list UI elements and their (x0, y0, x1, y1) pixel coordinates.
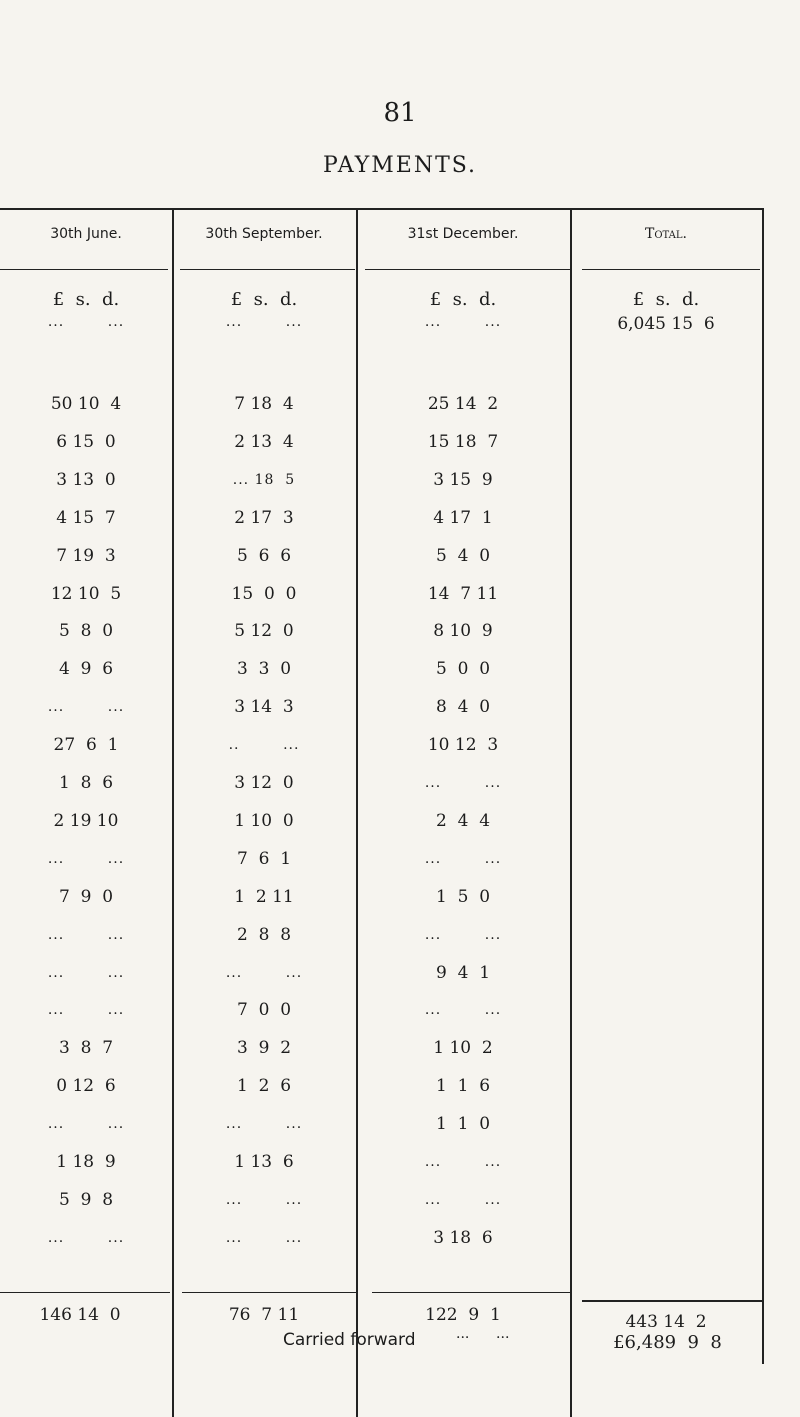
row-7-december: 8 10 9 (433, 621, 493, 641)
row-12-september: 1 10 0 (234, 811, 294, 831)
carried-forward-amount: £6,489 9 8 (613, 1332, 722, 1353)
subtotal-rule (0, 1292, 170, 1293)
row-9-june: ... ... (47, 699, 125, 715)
row-8-december: 5 0 0 (435, 659, 491, 679)
row-3-september: ... 18 5 (232, 472, 296, 488)
row-14-december: 1 5 0 (435, 887, 491, 907)
column-header-june: 30th June. (50, 226, 122, 242)
first-line-december: ... ... (424, 314, 502, 330)
row-11-december: ... ... (424, 775, 502, 791)
row-17-september: 7 0 0 (236, 1000, 292, 1020)
row-16-december: 9 4 1 (435, 963, 491, 983)
subtotal-rule (582, 1300, 762, 1302)
row-10-december: 10 12 3 (427, 735, 499, 755)
header-rule (180, 269, 355, 270)
row-20-december: 1 1 0 (435, 1114, 491, 1134)
row-4-september: 2 17 3 (234, 508, 294, 528)
row-16-september: ... ... (225, 965, 303, 981)
column-divider (762, 208, 764, 1364)
row-10-june: 27 6 1 (53, 735, 119, 755)
subtotal-rule (182, 1292, 356, 1293)
row-9-september: 3 14 3 (234, 697, 294, 717)
column-header-december: 31st December. (407, 226, 519, 242)
carried-forward-label: Carried forward (283, 1330, 416, 1350)
header-rule (582, 269, 760, 270)
row-14-june: 7 9 0 (58, 887, 114, 907)
row-8-june: 4 9 6 (58, 659, 114, 679)
row-3-june: 3 13 0 (56, 470, 116, 490)
row-18-december: 1 10 2 (433, 1038, 493, 1058)
row-22-december: ... ... (424, 1192, 502, 1208)
page-number: 81 (383, 98, 417, 128)
row-5-december: 5 4 0 (435, 546, 491, 566)
row-7-june: 5 8 0 (58, 621, 114, 641)
row-5-september: 5 6 6 (236, 546, 292, 566)
row-2-september: 2 13 4 (234, 432, 294, 452)
row-23-december: 3 18 6 (433, 1228, 493, 1248)
row-11-june: 1 8 6 (58, 773, 114, 793)
row-7-september: 5 12 0 (234, 621, 294, 641)
row-9-december: 8 4 0 (435, 697, 491, 717)
first-line-total: 6,045 15 6 (617, 314, 715, 334)
row-22-september: ... ... (225, 1192, 303, 1208)
units-june: £ s. d. (52, 289, 120, 310)
row-21-june: 1 18 9 (56, 1152, 116, 1172)
units-december: £ s. d. (429, 289, 497, 310)
row-13-september: 7 6 1 (236, 849, 292, 869)
row-10-september: .. ... (228, 737, 300, 753)
row-17-june: ... ... (47, 1002, 125, 1018)
row-2-june: 6 15 0 (56, 432, 116, 452)
row-15-september: 2 8 8 (236, 925, 292, 945)
row-1-june: 50 10 4 (50, 394, 122, 414)
row-16-june: ... ... (47, 965, 125, 981)
row-20-september: ... ... (225, 1116, 303, 1132)
units-total: £ s. d. (632, 289, 700, 310)
row-3-december: 3 15 9 (433, 470, 493, 490)
row-4-june: 4 15 7 (56, 508, 116, 528)
row-6-december: 14 7 11 (427, 584, 499, 604)
row-15-december: ... ... (424, 927, 502, 943)
row-17-december: ... ... (424, 1002, 502, 1018)
carried-forward-leader: ... ... (456, 1326, 510, 1342)
subtotal-rule (372, 1292, 570, 1293)
row-1-december: 25 14 2 (427, 394, 499, 414)
column-header-september: 30th September. (205, 226, 323, 242)
row-21-september: 1 13 6 (234, 1152, 294, 1172)
units-september: £ s. d. (230, 289, 298, 310)
row-20-june: ... ... (47, 1116, 125, 1132)
row-6-september: 15 0 0 (231, 584, 297, 604)
row-23-june: ... ... (47, 1230, 125, 1246)
row-23-september: ... ... (225, 1230, 303, 1246)
row-6-june: 12 10 5 (50, 584, 122, 604)
total-total: 443 14 2 (625, 1312, 707, 1332)
total-december: 122 9 1 (425, 1305, 501, 1325)
row-12-december: 2 4 4 (435, 811, 491, 831)
row-1-september: 7 18 4 (234, 394, 294, 414)
row-5-june: 7 19 3 (56, 546, 116, 566)
row-22-june: 5 9 8 (58, 1190, 114, 1210)
header-rule (365, 269, 570, 270)
row-19-september: 1 2 6 (236, 1076, 292, 1096)
row-18-june: 3 8 7 (58, 1038, 114, 1058)
row-13-june: ... ... (47, 851, 125, 867)
row-11-september: 3 12 0 (234, 773, 294, 793)
row-18-september: 3 9 2 (236, 1038, 292, 1058)
row-12-june: 2 19 10 (53, 811, 119, 831)
row-14-september: 1 2 11 (234, 887, 294, 907)
table-top-rule (0, 208, 762, 210)
first-line-september: ... ... (225, 314, 303, 330)
header-rule (0, 269, 168, 270)
row-4-december: 4 17 1 (433, 508, 493, 528)
first-line-june: ... ... (47, 314, 125, 330)
page-title: PAYMENTS. (322, 153, 478, 178)
total-june: 146 14 0 (39, 1305, 121, 1325)
total-september: 76 7 11 (228, 1305, 300, 1325)
row-8-september: 3 3 0 (236, 659, 292, 679)
row-21-december: ... ... (424, 1154, 502, 1170)
column-divider (570, 208, 572, 1417)
row-2-december: 15 18 7 (427, 432, 499, 452)
row-13-december: ... ... (424, 851, 502, 867)
column-header-total: Total. (645, 226, 687, 242)
row-19-december: 1 1 6 (435, 1076, 491, 1096)
row-15-june: ... ... (47, 927, 125, 943)
row-19-june: 0 12 6 (56, 1076, 116, 1096)
